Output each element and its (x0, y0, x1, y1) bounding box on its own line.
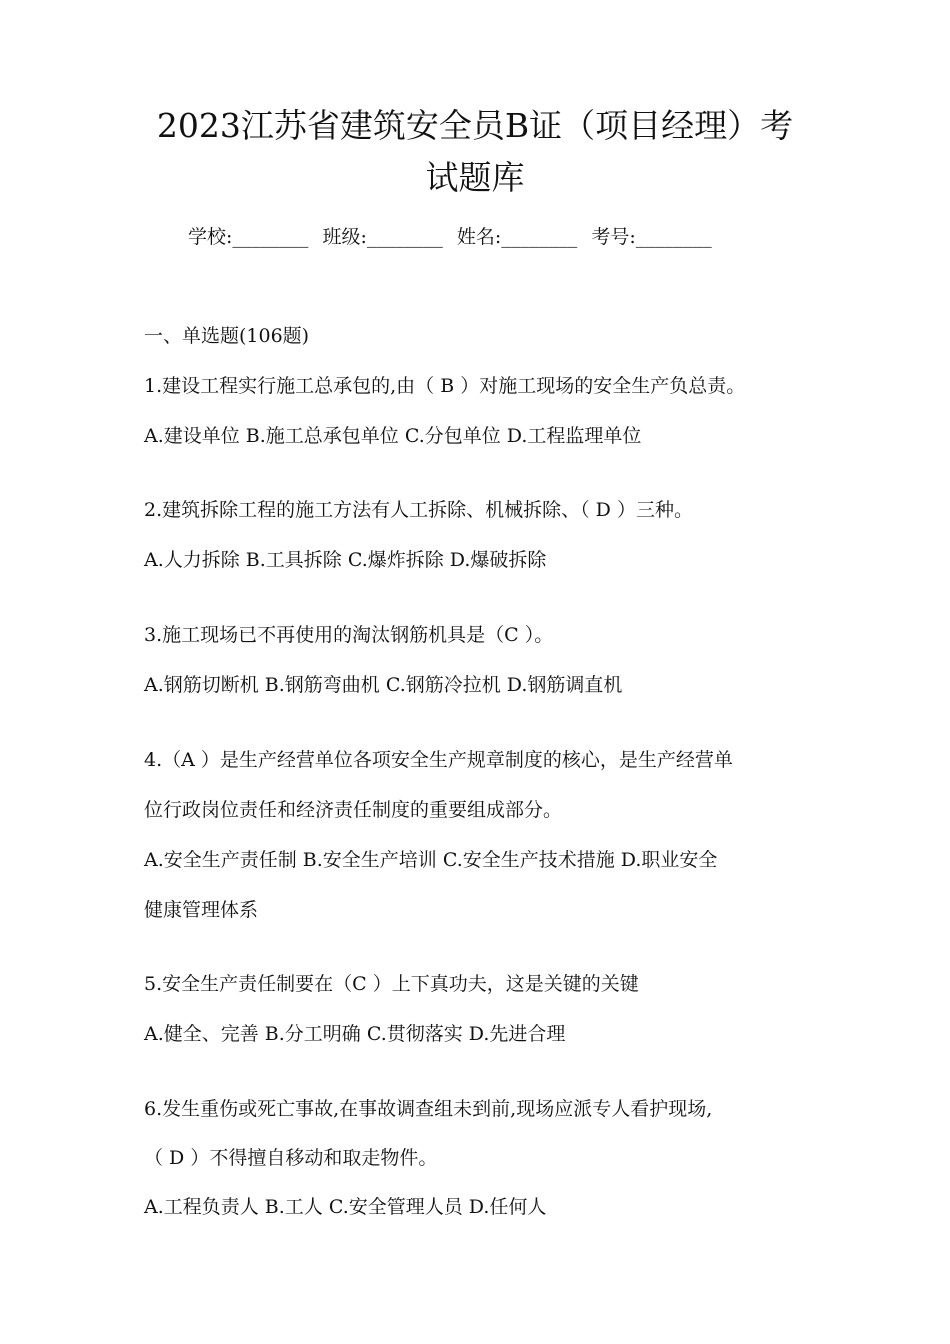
question-5-text: 5.安全生产责任制要在（C ）上下真功夫，这是关键的关键 (144, 973, 639, 995)
section-heading: 一、单选题(106题) (144, 325, 310, 347)
student-info-row (188, 223, 720, 251)
question-4-text-line-2: 位行政岗位责任和经济责任制度的重要组成部分。 (144, 799, 563, 821)
exam-number-field: 考号:________ (591, 226, 712, 248)
school-field: 学校:________ (188, 226, 309, 248)
question-1-text: 1.建设工程实行施工总承包的,由（ B ）对施工现场的安全生产负总责。 (144, 375, 746, 397)
title-line-2: 试题库 (425, 158, 525, 197)
class-field: 班级:________ (322, 226, 443, 248)
document-title (140, 100, 810, 204)
question-1-options: A.建设单位 B.施工总承包单位 C.分包单位 D.工程监理单位 (144, 425, 642, 447)
question-5-options: A.健全、完善 B.分工明确 C.贯彻落实 D.先进合理 (144, 1023, 566, 1045)
name-field: 姓名:________ (456, 226, 578, 248)
question-6-options: A.工程负责人 B.工人 C.安全管理人员 D.任何人 (144, 1196, 547, 1218)
question-4-text-line-1: 4.（A ）是生产经营单位各项安全生产规章制度的核心，是生产经营单 (144, 749, 733, 771)
question-2-options: A.人力拆除 B.工具拆除 C.爆炸拆除 D.爆破拆除 (144, 549, 547, 571)
question-3-text: 3.施工现场已不再使用的淘汰钢筋机具是（C ）。 (144, 624, 554, 646)
question-6-text-line-1: 6.发生重伤或死亡事故,在事故调查组未到前,现场应派专人看护现场, (144, 1098, 713, 1120)
question-4-options-line-2: 健康管理体系 (144, 899, 259, 921)
question-2-text: 2.建筑拆除工程的施工方法有人工拆除、机械拆除、（ D ）三种。 (144, 499, 693, 521)
question-4-options-line-1: A.安全生产责任制 B.安全生产培训 C.安全生产技术措施 D.职业安全 (144, 849, 718, 871)
question-6-text-line-2: （ D ）不得擅自移动和取走物件。 (144, 1147, 438, 1169)
title-line-1: 2023江苏省建筑安全员B证（项目经理）考 (156, 106, 794, 145)
question-3-options: A.钢筋切断机 B.钢筋弯曲机 C.钢筋冷拉机 D.钢筋调直机 (144, 674, 623, 696)
